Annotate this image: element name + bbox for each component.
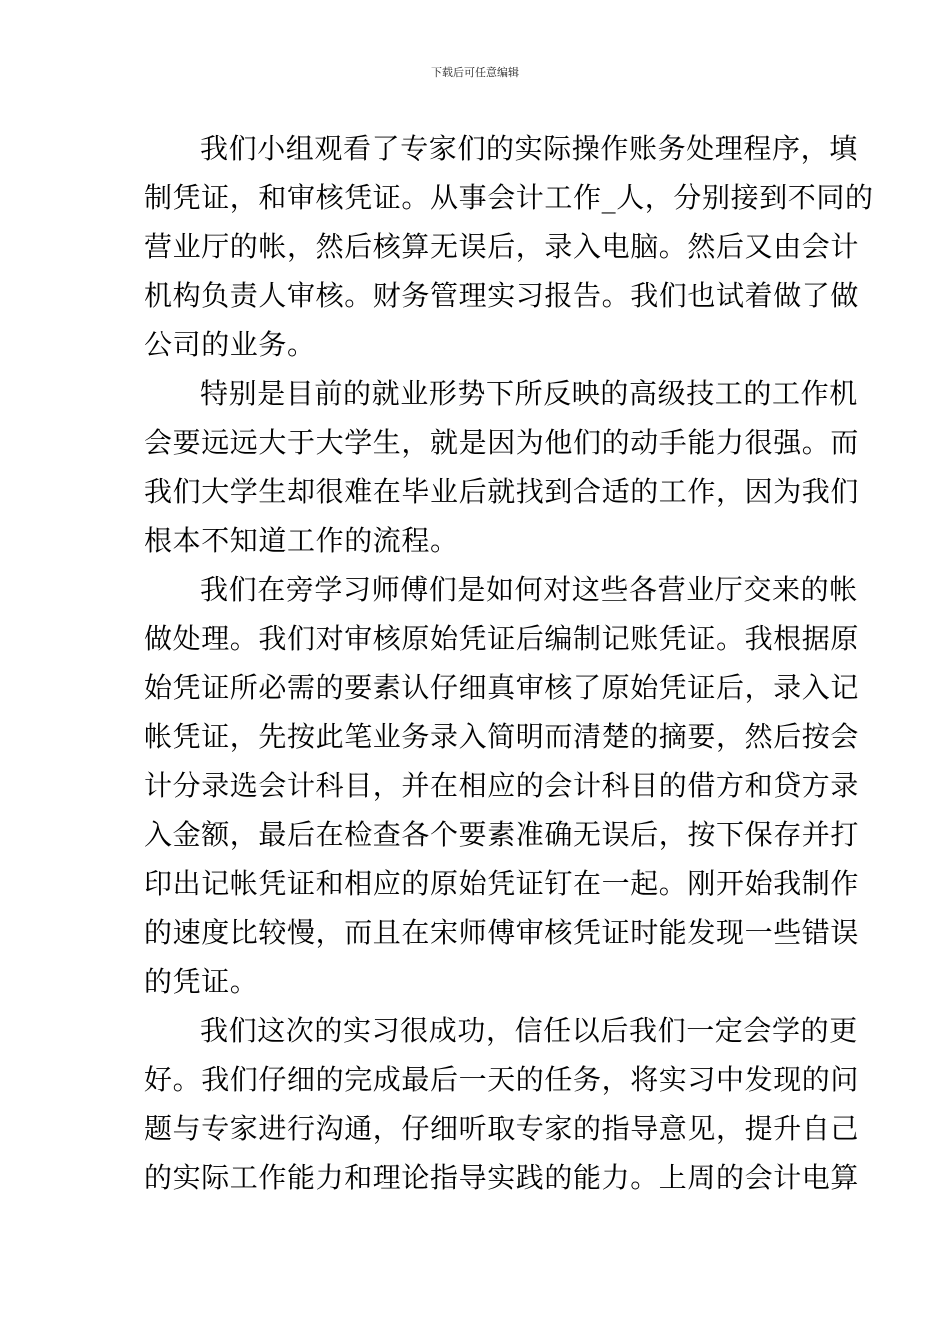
paragraph-line: 帐凭证，先按此笔业务录入简明而清楚的摘要，然后按会 — [144, 720, 860, 753]
paragraph-line: 的实际工作能力和理论指导实践的能力。上周的会计电算 — [144, 1161, 860, 1194]
paragraph-line: 好。我们仔细的完成最后一天的任务，将实习中发现的问 — [144, 1063, 860, 1096]
paragraph-line: 题与专家进行沟通，仔细听取专家的指导意见，提升自己 — [144, 1112, 860, 1145]
paragraph-line: 机构负责人审核。财务管理实习报告。我们也试着做了做 — [144, 279, 860, 312]
header-note: 下载后可任意编辑 — [431, 66, 519, 79]
paragraph-2 — [144, 369, 860, 565]
paragraph-line: 营业厅的帐，然后核算无误后，录入电脑。然后又由会计 — [144, 230, 860, 263]
paragraph-line: 的凭证。 — [144, 965, 259, 998]
paragraph-line: 始凭证所必需的要素认仔细真审核了原始凭证后，录入记 — [144, 671, 860, 704]
document-body — [144, 124, 874, 1202]
paragraph-line: 公司的业务。 — [144, 328, 316, 361]
paragraph-line: 计分录选会计科目，并在相应的会计科目的借方和贷方录 — [144, 769, 860, 802]
paragraph-line: 的速度比较慢，而且在宋师傅审核凭证时能发现一些错误 — [144, 916, 860, 949]
paragraph-line: 我们在旁学习师傅们是如何对这些各营业厅交来的帐 — [200, 573, 858, 606]
paragraph-line: 我们小组观看了专家们的实际操作账务处理程序，填 — [200, 132, 858, 165]
paragraph-line: 做处理。我们对审核原始凭证后编制记账凭证。我根据原 — [144, 622, 860, 655]
paragraph-line: 我们这次的实习很成功，信任以后我们一定会学的更 — [200, 1014, 858, 1047]
paragraph-line: 入金额，最后在检查各个要素准确无误后，按下保存并打 — [144, 818, 860, 851]
paragraph-line: 根本不知道工作的流程。 — [144, 524, 459, 557]
paragraph-line: 印出记帐凭证和相应的原始凭证钉在一起。刚开始我制作 — [144, 867, 860, 900]
paragraph-line: 我们大学生却很难在毕业后就找到合适的工作，因为我们 — [144, 475, 860, 508]
paragraph-line: 会要远远大于大学生，就是因为他们的动手能力很强。而 — [144, 426, 860, 459]
paragraph-line: 特别是目前的就业形势下所反映的高级技工的工作机 — [200, 377, 858, 410]
paragraph-3 — [144, 565, 860, 1006]
paragraph-line: 制凭证，和审核凭证。从事会计工作_人，分别接到不同的 — [144, 181, 874, 214]
paragraph-1 — [144, 124, 874, 369]
paragraph-4 — [144, 1006, 860, 1202]
